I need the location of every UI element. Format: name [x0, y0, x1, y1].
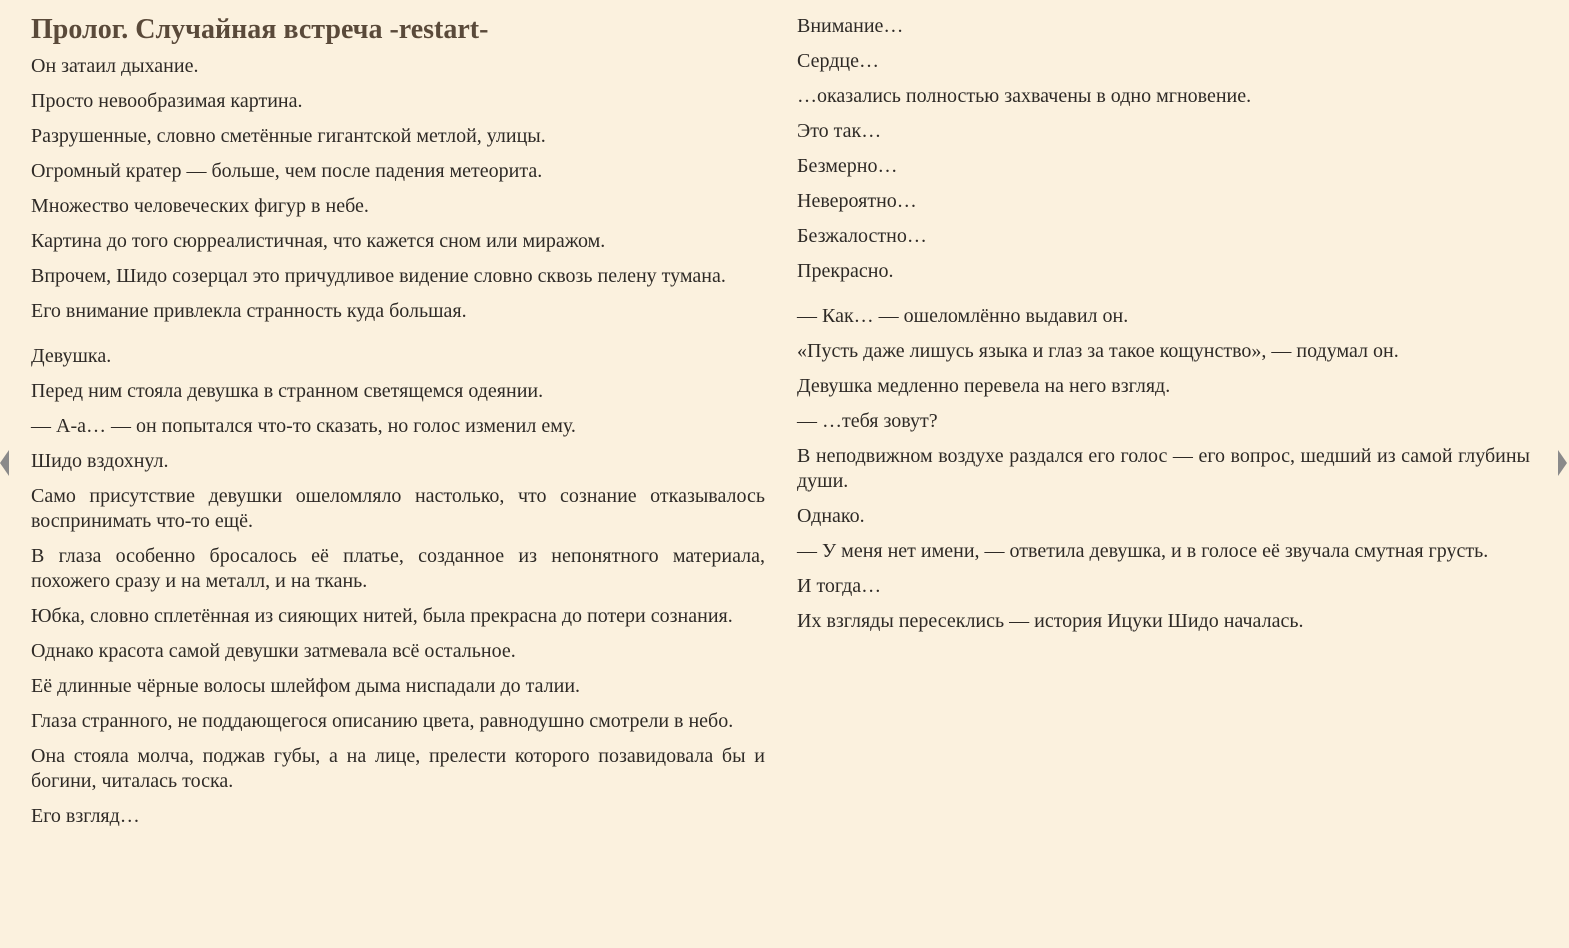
paragraph: Просто невообразимая картина.: [31, 90, 303, 112]
paragraph: «Пусть даже лишусь языка и глаз за такое кощунство», — подумал он.: [797, 340, 1399, 362]
paragraph: Девушка медленно перевела на него взгляд.: [797, 375, 1171, 397]
chapter-title: Пролог. Случайная встреча -restart-: [31, 14, 489, 45]
paragraph: — Как… — ошеломлённо выдавил он.: [797, 305, 1129, 327]
prev-page-icon[interactable]: [0, 450, 9, 476]
paragraph: Разрушенные, словно сметённые гигантской метлой, улицы.: [31, 125, 546, 147]
paragraph: Однако.: [797, 505, 865, 527]
paragraph: Она стояла молча, поджав губы, а на лице, прелести которого позавидовала бы и богини, читалась тоска.: [31, 745, 765, 792]
next-page-icon[interactable]: [1558, 450, 1567, 476]
paragraph: Он затаил дыхание.: [31, 55, 199, 77]
paragraph: Это так…: [797, 120, 882, 142]
paragraph: В глаза особенно бросалось её платье, созданное из непонятного материала, похожего сразу и на металл, и на ткань.: [31, 545, 765, 592]
paragraph: — А-а… — он попытался что-то сказать, но голос изменил ему.: [31, 415, 576, 437]
page-column-right: [797, 14, 1530, 644]
paragraph: Перед ним стояла девушка в странном светящемся одеянии.: [31, 380, 544, 402]
paragraph: Однако красота самой девушки затмевала всё остальное.: [31, 640, 516, 662]
paragraph: Шидо вздохнул.: [31, 450, 169, 472]
paragraph: Невероятно…: [797, 190, 917, 212]
paragraph: Само присутствие девушки ошеломляло настолько, что сознание отказывалось воспринимать что-то ещё.: [31, 485, 765, 532]
paragraph: Его внимание привлекла странность куда большая.: [31, 300, 467, 322]
paragraph: Картина до того сюрреалистичная, что кажется сном или миражом.: [31, 230, 606, 252]
paragraph: Глаза странного, не поддающегося описанию цвета, равнодушно смотрели в небо.: [31, 710, 734, 732]
paragraph: Огромный кратер — больше, чем после падения метеорита.: [31, 160, 543, 182]
paragraph: Впрочем, Шидо созерцал это причудливое видение словно сквозь пелену тумана.: [31, 265, 726, 287]
paragraph: Сердце…: [797, 50, 879, 72]
paragraph: В неподвижном воздухе раздался его голос — его вопрос, шедший из самой глубины души.: [797, 445, 1530, 492]
paragraph: Их взгляды пересеклись — история Ицуки Шидо началась.: [797, 610, 1304, 632]
paragraph: — …тебя зовут?: [797, 410, 938, 432]
page-column-left: [31, 12, 765, 839]
paragraph: Её длинные чёрные волосы шлейфом дыма ниспадали до талии.: [31, 675, 581, 697]
paragraph: Его взгляд…: [31, 805, 140, 827]
paragraph: Прекрасно.: [797, 260, 894, 282]
paragraph: Внимание…: [797, 15, 904, 37]
paragraph: Юбка, словно сплетённая из сияющих нитей, была прекрасна до потери сознания.: [31, 605, 733, 627]
paragraph: — У меня нет имени, — ответила девушка, и в голосе её звучала смутная грусть.: [797, 540, 1489, 562]
paragraph: Множество человеческих фигур в небе.: [31, 195, 369, 217]
paragraph: Безжалостно…: [797, 225, 927, 247]
paragraph: …оказались полностью захвачены в одно мгновение.: [797, 85, 1252, 107]
paragraph: Безмерно…: [797, 155, 898, 177]
paragraph: Девушка.: [31, 345, 112, 367]
paragraph: И тогда…: [797, 575, 882, 597]
